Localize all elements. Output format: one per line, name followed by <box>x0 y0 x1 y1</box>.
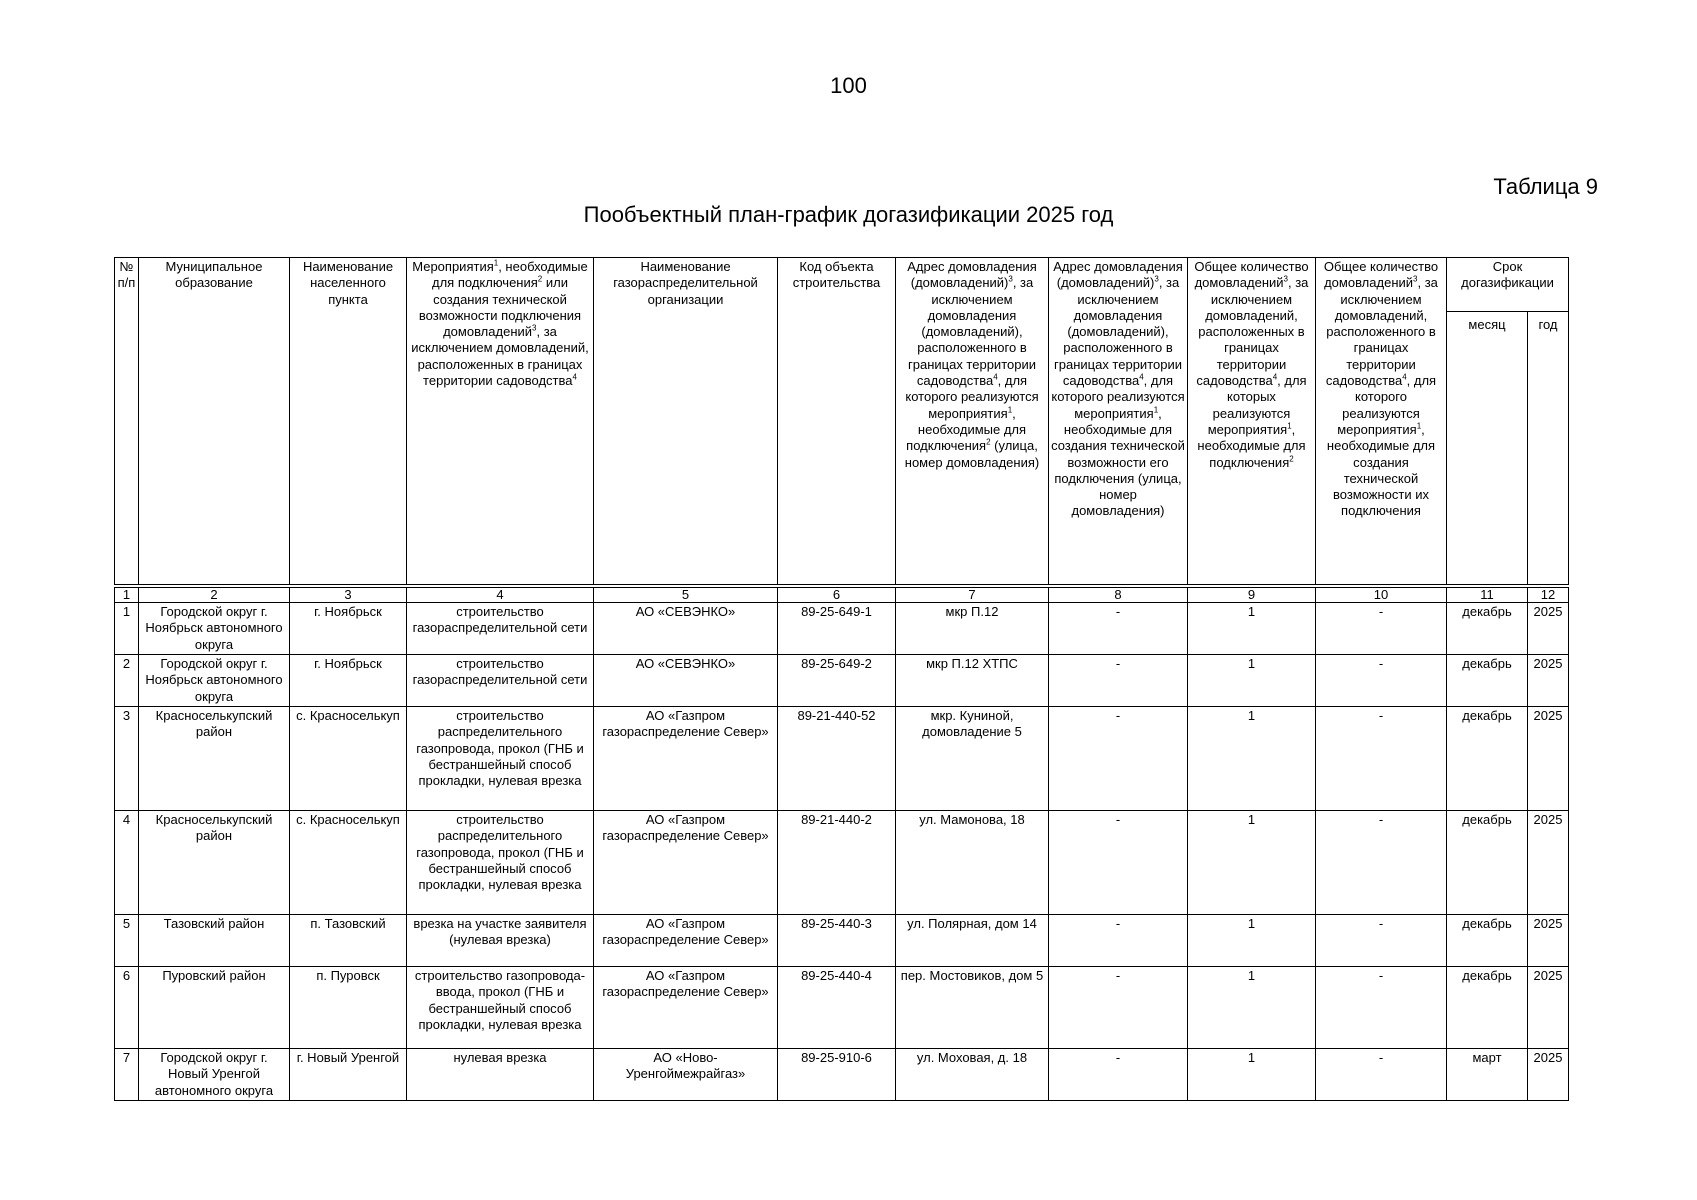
column-number: 6 <box>778 588 896 603</box>
cell-number: 2 <box>115 655 139 707</box>
cell-month: март <box>1447 1049 1528 1101</box>
cell-municipality: Городской округ г. Новый Уренгой автономного округа <box>139 1049 290 1101</box>
cell-year: 2025 <box>1528 915 1569 967</box>
cell-gas-org: АО «Газпром газораспределение Север» <box>594 707 778 811</box>
cell-event: врезка на участке заявителя (нулевая врезка) <box>407 915 594 967</box>
cell-month: декабрь <box>1447 655 1528 707</box>
cell-address-technical: - <box>1049 967 1188 1049</box>
cell-object-code: 89-21-440-2 <box>778 811 896 915</box>
cell-address: ул. Мамонова, 18 <box>896 811 1049 915</box>
table-row <box>115 655 1569 707</box>
column-number: 12 <box>1528 588 1569 603</box>
cell-year: 2025 <box>1528 603 1569 655</box>
table-row <box>115 603 1569 655</box>
cell-count-technical: - <box>1316 603 1447 655</box>
cell-gas-org: АО «Газпром газораспределение Север» <box>594 915 778 967</box>
cell-locality: п. Тазовский <box>290 915 407 967</box>
page-number: 100 <box>830 73 867 98</box>
header-address-connection: Адрес домовладения (домовладений)$^3$, за исключением домовладения (домовладений), расположенного в границах территории садоводства$^4$, для которого реализуются мероприятия$^1$, необходимые для подключения$^2$ (улица, номер домовладения) <box>896 258 1049 585</box>
cell-year: 2025 <box>1528 811 1569 915</box>
header-gas-org: Наименование газораспределительной организации <box>594 258 778 585</box>
cell-year: 2025 <box>1528 655 1569 707</box>
column-number: 4 <box>407 588 594 603</box>
cell-event: строительство газораспределительной сети <box>407 655 594 707</box>
cell-count-technical: - <box>1316 707 1447 811</box>
header-number: № п/п <box>115 258 139 585</box>
cell-event: строительство распределительного газопровода, прокол (ГНБ и бестраншейный способ прокладки, нулевая врезка <box>407 707 594 811</box>
cell-address: мкр П.12 ХТПС <box>896 655 1049 707</box>
cell-address: ул. Моховая, д. 18 <box>896 1049 1049 1101</box>
cell-address-technical: - <box>1049 811 1188 915</box>
cell-event: строительство газопровода-ввода, прокол (ГНБ и бестраншейный способ прокладки, нулевая врезка <box>407 967 594 1049</box>
header-municipality: Муниципальное образование <box>139 258 290 585</box>
cell-number: 7 <box>115 1049 139 1101</box>
cell-address-technical: - <box>1049 707 1188 811</box>
header-month: месяц <box>1447 312 1528 585</box>
cell-object-code: 89-25-649-2 <box>778 655 896 707</box>
cell-municipality: Тазовский район <box>139 915 290 967</box>
cell-municipality: Пуровский район <box>139 967 290 1049</box>
table-row <box>115 707 1569 811</box>
cell-locality: г. Ноябрьск <box>290 655 407 707</box>
cell-address-technical: - <box>1049 1049 1188 1101</box>
cell-event: строительство распределительного газопровода, прокол (ГНБ и бестраншейный способ прокладки, нулевая врезка <box>407 811 594 915</box>
column-number: 5 <box>594 588 778 603</box>
cell-month: декабрь <box>1447 811 1528 915</box>
cell-municipality: Красноселькупский район <box>139 811 290 915</box>
header-count-technical: Общее количество домовладений$^3$, за исключением домовладений, расположенного в границах территории садоводства$^4$, для которого реализуются мероприятия$^1$, необходимые для создания технической возможности их подключения <box>1316 258 1447 585</box>
cell-number: 6 <box>115 967 139 1049</box>
cell-address-technical: - <box>1049 603 1188 655</box>
column-number: 11 <box>1447 588 1528 603</box>
column-number: 8 <box>1049 588 1188 603</box>
header-year: год <box>1528 312 1569 585</box>
table-row <box>115 967 1569 1049</box>
cell-month: декабрь <box>1447 603 1528 655</box>
column-number: 3 <box>290 588 407 603</box>
header-count-connection: Общее количество домовладений$^3$, за исключением домовладений, расположенных в границах территории садоводства$^4$, для которых реализуются мероприятия$^1$, необходимые для подключения$^2$ <box>1188 258 1316 585</box>
column-number: 1 <box>115 588 139 603</box>
cell-number: 3 <box>115 707 139 811</box>
cell-number: 1 <box>115 603 139 655</box>
table-title: Пообъектный план-график догазификации 2025 год <box>583 202 1114 227</box>
cell-year: 2025 <box>1528 707 1569 811</box>
cell-address-technical: - <box>1049 915 1188 967</box>
cell-gas-org: АО «Газпром газораспределение Север» <box>594 967 778 1049</box>
column-number: 2 <box>139 588 290 603</box>
cell-year: 2025 <box>1528 1049 1569 1101</box>
table-header <box>114 257 1569 585</box>
cell-address-technical: - <box>1049 655 1188 707</box>
cell-count: 1 <box>1188 967 1316 1049</box>
cell-object-code: 89-25-440-3 <box>778 915 896 967</box>
column-number: 9 <box>1188 588 1316 603</box>
cell-locality: п. Пуровск <box>290 967 407 1049</box>
cell-address: ул. Полярная, дом 14 <box>896 915 1049 967</box>
cell-month: декабрь <box>1447 915 1528 967</box>
cell-object-code: 89-21-440-52 <box>778 707 896 811</box>
column-number: 10 <box>1316 588 1447 603</box>
cell-count: 1 <box>1188 811 1316 915</box>
cell-locality: г. Новый Уренгой <box>290 1049 407 1101</box>
cell-event: нулевая врезка <box>407 1049 594 1101</box>
cell-object-code: 89-25-440-4 <box>778 967 896 1049</box>
column-number: 7 <box>896 588 1049 603</box>
cell-count: 1 <box>1188 603 1316 655</box>
header-events: Мероприятия$^1$, необходимые для подключения$^2$ или создания технической возможности подключения домовладений$^3$, за исключением домовладений, расположенных в границах территории садоводства$^4$ <box>407 258 594 585</box>
cell-count-technical: - <box>1316 811 1447 915</box>
header-address-technical: Адрес домовладения (домовладений)$^3$, за исключением домовладения (домовладений), расположенного в границах территории садоводства$^4$, для которого реализуются мероприятия$^1$, необходимые для создания технической возможности его подключения (улица, номер домовладения) <box>1049 258 1188 585</box>
cell-gas-org: АО «СЕВЭНКО» <box>594 603 778 655</box>
cell-count-technical: - <box>1316 915 1447 967</box>
cell-event: строительство газораспределительной сети <box>407 603 594 655</box>
cell-locality: с. Красноселькуп <box>290 707 407 811</box>
header-locality: Наименование населенного пункта <box>290 258 407 585</box>
cell-gas-org: АО «Ново-Уренгоймежрайгаз» <box>594 1049 778 1101</box>
cell-count: 1 <box>1188 655 1316 707</box>
cell-municipality: Городской округ г. Ноябрьск автономного округа <box>139 655 290 707</box>
cell-object-code: 89-25-910-6 <box>778 1049 896 1101</box>
cell-count: 1 <box>1188 915 1316 967</box>
cell-address: мкр П.12 <box>896 603 1049 655</box>
cell-municipality: Городской округ г. Ноябрьск автономного округа <box>139 603 290 655</box>
header-object-code: Код объекта строительства <box>778 258 896 585</box>
header-deadline: Срок догазификации <box>1447 258 1569 312</box>
cell-object-code: 89-25-649-1 <box>778 603 896 655</box>
table-body <box>114 587 1569 1101</box>
table-row <box>115 1049 1569 1101</box>
cell-year: 2025 <box>1528 967 1569 1049</box>
cell-gas-org: АО «Газпром газораспределение Север» <box>594 811 778 915</box>
column-number-row <box>115 588 1569 603</box>
cell-count-technical: - <box>1316 655 1447 707</box>
cell-locality: г. Ноябрьск <box>290 603 407 655</box>
cell-locality: с. Красноселькуп <box>290 811 407 915</box>
cell-number: 4 <box>115 811 139 915</box>
cell-gas-org: АО «СЕВЭНКО» <box>594 655 778 707</box>
table-row <box>115 915 1569 967</box>
cell-month: декабрь <box>1447 967 1528 1049</box>
cell-count-technical: - <box>1316 967 1447 1049</box>
cell-count: 1 <box>1188 707 1316 811</box>
table-row <box>115 811 1569 915</box>
cell-municipality: Красноселькупский район <box>139 707 290 811</box>
cell-month: декабрь <box>1447 707 1528 811</box>
table-label: Таблица 9 <box>1493 174 1598 199</box>
cell-count-technical: - <box>1316 1049 1447 1101</box>
cell-address: пер. Мостовиков, дом 5 <box>896 967 1049 1049</box>
cell-number: 5 <box>115 915 139 967</box>
cell-address: мкр. Куниной, домовладение 5 <box>896 707 1049 811</box>
cell-count: 1 <box>1188 1049 1316 1101</box>
